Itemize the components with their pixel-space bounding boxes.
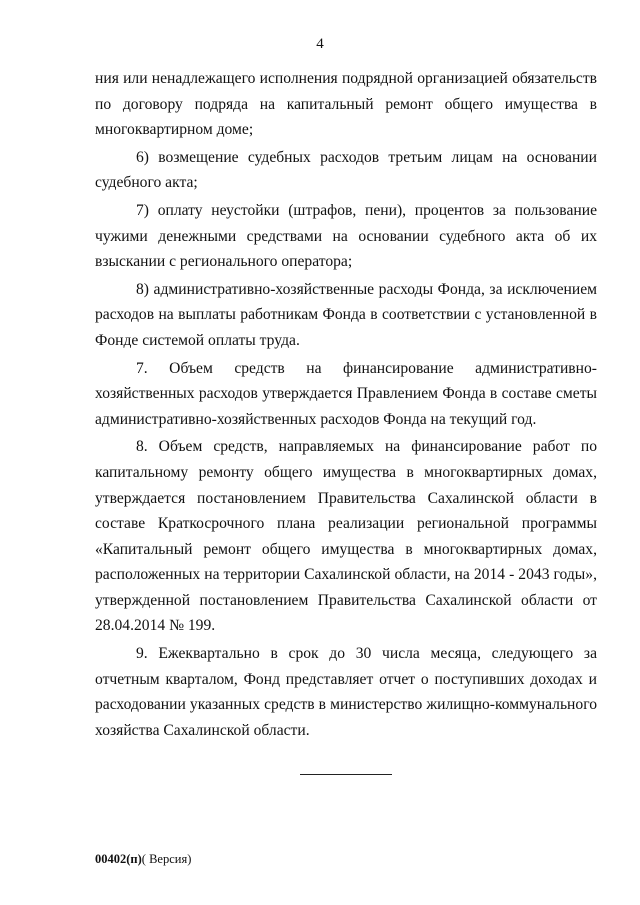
paragraph-item-6: 6) возмещение судебных расходов третьим лицам на основании судебного акта; [95, 148, 597, 192]
paragraph-item-7: 7) оплату неустойки (штрафов, пени), процентов за пользование чужими денежными средствами на основании судебного акта об их взыскании с регионального оператора; [95, 201, 597, 271]
paragraph-continuation: ния или ненадлежащего исполнения подрядной организацией обязательств по договору подряда на капитальный ремонт общего имущества в многоквартирном доме; [95, 70, 597, 139]
document-footer [95, 852, 191, 867]
footer-code: 00402(п) [95, 852, 142, 866]
paragraph-section-8: 8. Объем средств, направляемых на финансирование работ по капитальному ремонту общего имущества в многоквартирных домах, утверждается постановлением Правительства Сахалинской области в составе Краткосрочного плана реализации региональной программы «Капитальный ремонт общего имущества в многоквартирных домах, расположенных на территории Сахалинской области, на 2014 - 2043 годы», утвержденной постановлением Правительства Сахалинской области от 28.04.2014 № 199. [95, 438, 597, 635]
footer-version: ( Версия) [141, 852, 192, 866]
paragraph-section-7: 7. Объем средств на финансирование административно-хозяйственных расходов утверждается Правлением Фонда в составе сметы административно-хозяйственных расходов Фонда на текущий год. [95, 359, 597, 428]
paragraph-item-8: 8) административно-хозяйственные расходы Фонда, за исключением расходов на выплаты работникам Фонда в соответствии с установленной в Фонде системой оплаты труда. [95, 280, 597, 349]
end-separator-line [300, 774, 392, 775]
page-number: 4 [316, 36, 324, 52]
document-body [95, 66, 597, 745]
paragraph-section-9: 9. Ежеквартально в срок до 30 числа месяца, следующего за отчетным кварталом, Фонд представляет отчет о поступивших доходах и расходовании указанных средств в министерство жилищно-коммунального хозяйства Сахалинской области. [95, 645, 597, 739]
